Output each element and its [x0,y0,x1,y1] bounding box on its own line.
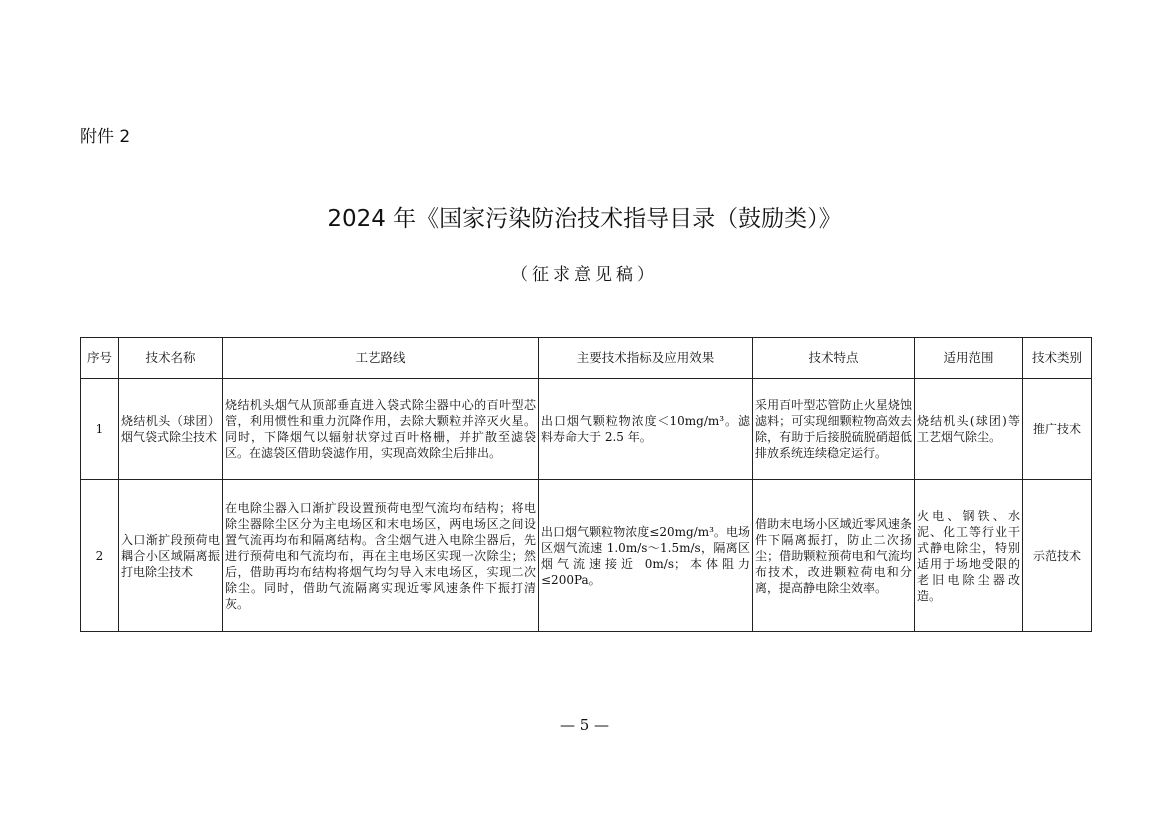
table-row [81,379,1092,480]
technology-category: 推广技术 [1023,379,1092,480]
attachment-label: 附件 2 [80,127,131,147]
technology-category: 示范技术 [1023,480,1092,632]
technical-features: 采用百叶型芯管防止火星烧蚀滤料；可实现细颗粒物高效去除，有助于后接脱硫脱硝超低排放系统连续稳定运行。 [753,379,915,480]
application-scope: 火电、钢铁、水泥、化工等行业干式静电除尘，特别适用于场地受限的老旧电除尘器改造。 [915,480,1023,632]
table-row [81,480,1092,632]
column-header-name: 技术名称 [119,338,223,379]
application-scope: 烧结机头(球团)等工艺烟气除尘。 [915,379,1023,480]
column-header-category: 技术类别 [1023,338,1092,379]
technical-features: 借助末电场小区域近零风速条件下隔离振打，防止二次扬尘；借助颗粒预荷电和气流均布技术，改进颗粒荷电和分离，提高静电除尘效率。 [753,480,915,632]
process-route: 烧结机头烟气从顶部垂直进入袋式除尘器中心的百叶型芯管，利用惯性和重力沉降作用，去除大颗粒并淬灭火星。同时，下降烟气以辐射状穿过百叶格栅，并扩散至滤袋区。在滤袋区借助袋滤作用，实现高效除尘后排出。 [223,379,539,480]
technology-name: 入口渐扩段预荷电耦合小区域隔离振打电除尘技术 [119,480,223,632]
column-header-process: 工艺路线 [223,338,539,379]
column-header-scope: 适用范围 [915,338,1023,379]
technical-indicators: 出口烟气颗粒物浓度≤20mg/m³。电场区烟气流速 1.0m/s～1.5m/s，隔离区烟气流速接近 0m/s；本体阻力≤200Pa。 [539,480,753,632]
column-header-no: 序号 [81,338,119,379]
technical-indicators: 出口烟气颗粒物浓度＜10mg/m³。滤料寿命大于 2.5 年。 [539,379,753,480]
column-header-indicators: 主要技术指标及应用效果 [539,338,753,379]
document-subtitle: （征求意见稿） [511,265,658,285]
page-number: — 5 — [559,716,610,734]
document-title: 2024 年《国家污染防治技术指导目录（鼓励类）》 [327,206,842,232]
process-route: 在电除尘器入口渐扩段设置预荷电型气流均布结构；将电除尘器除尘区分为主电场区和末电场区，两电场区之间设置气流再均布和隔离结构。含尘烟气进入电除尘器后，先进行预荷电和气流均布，再在主电场区实现一次除尘；然后，借助再均布结构将烟气均匀导入末电场区，实现二次除尘。同时，借助气流隔离实现近零风速条件下振打清灰。 [223,480,539,632]
technology-table [80,337,1092,632]
row-number: 2 [81,480,119,632]
table-header-row [81,338,1092,379]
column-header-features: 技术特点 [753,338,915,379]
row-number: 1 [81,379,119,480]
technology-name: 烧结机头（球团）烟气袋式除尘技术 [119,379,223,480]
